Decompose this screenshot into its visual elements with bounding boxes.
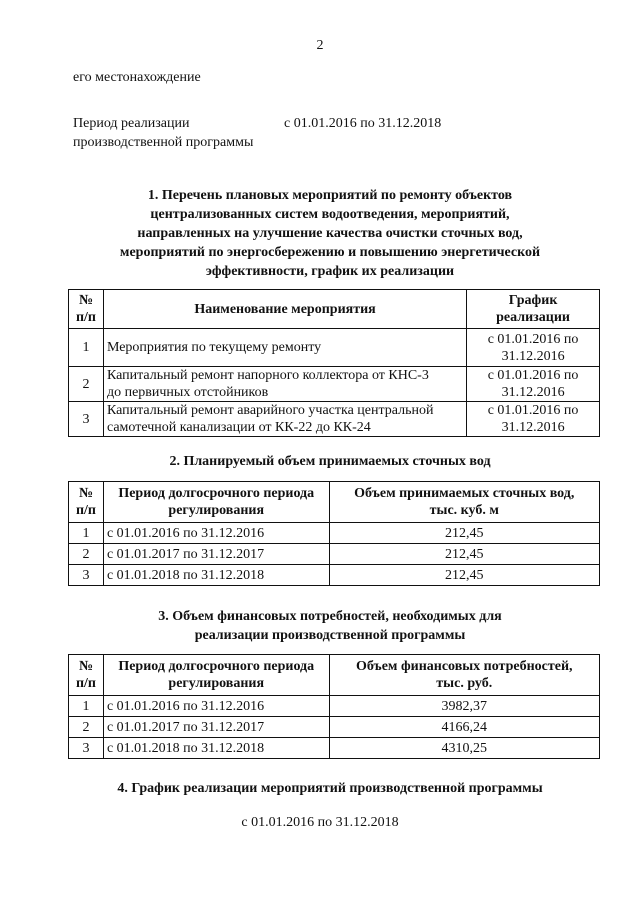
financial-needs-table <box>68 654 600 759</box>
row-name: Капитальный ремонт напорного коллектора от КНС-3 до первичных отстойников <box>103 367 466 402</box>
row-schedule: с 01.01.2016 по 31.12.2016 <box>467 402 600 437</box>
header-finance: Объем финансовых потребностей, тыс. руб. <box>329 655 599 696</box>
row-period: с 01.01.2018 по 31.12.2018 <box>103 565 329 586</box>
row-value: 3982,37 <box>329 696 599 717</box>
period-label-line1: Период реализации <box>73 116 190 131</box>
row-period: с 01.01.2017 по 31.12.2017 <box>103 544 329 565</box>
period-label-line2: производственной программы <box>73 135 254 150</box>
row-period: с 01.01.2016 по 31.12.2016 <box>103 523 329 544</box>
row-num: 1 <box>69 523 104 544</box>
row-period: с 01.01.2016 по 31.12.2016 <box>103 696 329 717</box>
table-row <box>69 738 600 759</box>
wastewater-volume-table <box>68 481 600 586</box>
row-num: 2 <box>69 367 104 402</box>
header-schedule: График реализации <box>467 290 600 329</box>
row-value: 212,45 <box>329 523 599 544</box>
section3-title-line: реализации производственной программы <box>194 628 466 643</box>
row-period: с 01.01.2017 по 31.12.2017 <box>103 717 329 738</box>
header-period: Период долгосрочного периода регулирования <box>103 655 329 696</box>
section1-title-line: направленных на улучшение качества очистки сточных вод, <box>137 226 523 241</box>
header-period: Период долгосрочного периода регулирования <box>103 482 329 523</box>
table-row <box>69 565 600 586</box>
row-value: 4310,25 <box>329 738 599 759</box>
table-row <box>69 696 600 717</box>
row-num: 1 <box>69 329 104 367</box>
table-header-row <box>69 655 600 696</box>
row-name: Мероприятия по текущему ремонту <box>103 329 466 367</box>
header-num: № п/п <box>69 655 104 696</box>
page-number: 2 <box>316 38 324 53</box>
section3-title <box>60 607 600 645</box>
row-name: Капитальный ремонт аварийного участка центральной самотечной канализации от КК-22 до КК-24 <box>103 402 466 437</box>
activities-table <box>68 289 600 437</box>
row-num: 2 <box>69 717 104 738</box>
row-num: 3 <box>69 565 104 586</box>
row-value: 212,45 <box>329 565 599 586</box>
table-row <box>69 329 600 367</box>
section1-title-line: мероприятий по энергосбережению и повышению энергетической <box>119 245 541 260</box>
table-header-row <box>69 482 600 523</box>
section4-period: с 01.01.2016 по 31.12.2018 <box>241 815 399 830</box>
table-row <box>69 717 600 738</box>
section2-title: 2. Планируемый объем принимаемых сточных вод <box>169 454 491 469</box>
row-num: 3 <box>69 402 104 437</box>
header-name: Наименование мероприятия <box>103 290 466 329</box>
period-value: с 01.01.2016 по 31.12.2018 <box>284 116 442 131</box>
section1-title-line: эффективности, график их реализации <box>205 264 455 279</box>
section1-title-line: централизованных систем водоотведения, мероприятий, <box>150 207 510 222</box>
table-row <box>69 523 600 544</box>
table-row <box>69 367 600 402</box>
row-num: 2 <box>69 544 104 565</box>
row-num: 3 <box>69 738 104 759</box>
row-schedule: с 01.01.2016 по 31.12.2016 <box>467 329 600 367</box>
table-row <box>69 544 600 565</box>
header-num: № п/п <box>69 290 104 329</box>
row-value: 212,45 <box>329 544 599 565</box>
table-row <box>69 402 600 437</box>
section4-title: 4. График реализации мероприятий производственной программы <box>117 781 543 796</box>
row-schedule: с 01.01.2016 по 31.12.2016 <box>467 367 600 402</box>
header-num: № п/п <box>69 482 104 523</box>
header-volume: Объем принимаемых сточных вод, тыс. куб. м <box>329 482 599 523</box>
location-tail: его местонахождение <box>73 70 201 85</box>
table-header-row <box>69 290 600 329</box>
section3-title-line: 3. Объем финансовых потребностей, необходимых для <box>158 609 502 624</box>
section1-title-line: 1. Перечень плановых мероприятий по ремонту объектов <box>147 188 513 203</box>
row-period: с 01.01.2018 по 31.12.2018 <box>103 738 329 759</box>
row-num: 1 <box>69 696 104 717</box>
section1-title <box>60 186 600 281</box>
row-value: 4166,24 <box>329 717 599 738</box>
